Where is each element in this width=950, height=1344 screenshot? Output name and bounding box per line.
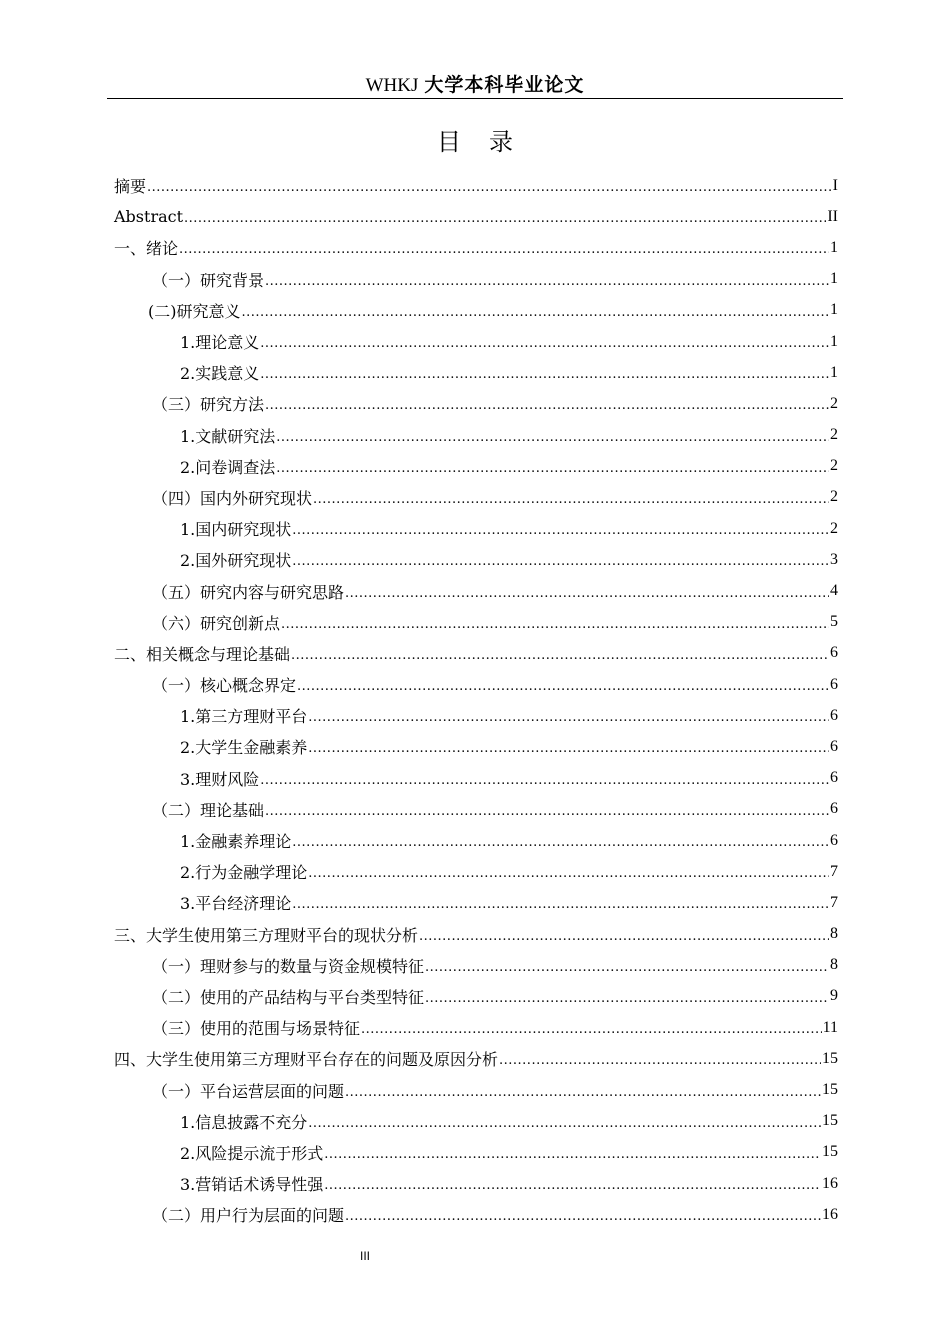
toc-entry-page: 6 — [830, 800, 838, 818]
toc-entry-page: 15 — [822, 1143, 838, 1161]
toc-entry — [114, 170, 838, 201]
toc-entry — [114, 887, 838, 918]
toc-leader-dots — [184, 211, 826, 226]
toc-entry-label: 1.信息披露不充分 — [180, 1112, 308, 1132]
toc-entry-page: 5 — [830, 613, 838, 631]
toc-entry-page: 1 — [830, 238, 838, 256]
toc-entry-page: 15 — [822, 1112, 838, 1130]
toc-entry-label: （一）平台运营层面的问题 — [152, 1081, 345, 1101]
toc-leader-dots — [281, 617, 829, 632]
toc-entry — [114, 1137, 838, 1168]
toc-leader-dots — [179, 242, 829, 257]
toc-entry — [114, 1199, 838, 1230]
toc-entry — [114, 669, 838, 700]
toc-entry — [114, 856, 838, 887]
toc-entry-label: （六）研究创新点 — [152, 613, 281, 633]
toc-entry-label: 2.实践意义 — [180, 364, 260, 384]
toc-entry-page: 2 — [830, 519, 838, 537]
toc-entry-page: 1 — [830, 332, 838, 350]
toc-entry-label: 3.理财风险 — [180, 769, 260, 789]
toc-entry — [114, 950, 838, 981]
toc-entry — [114, 763, 838, 794]
toc-entry-label: 3.平台经济理论 — [180, 894, 292, 914]
toc-entry — [114, 1106, 838, 1137]
toc-entry-page: 8 — [830, 925, 838, 943]
toc-leader-dots — [260, 773, 829, 788]
toc-entry-page: 11 — [822, 1018, 838, 1036]
toc-entry-page: 6 — [830, 737, 838, 755]
toc-leader-dots — [147, 180, 832, 195]
header-cjk-text: 大学本科毕业论文 — [424, 74, 585, 96]
table-of-contents — [114, 170, 838, 1230]
toc-leader-dots — [419, 929, 829, 944]
toc-leader-dots — [265, 804, 829, 819]
toc-entry-page: 1 — [830, 363, 838, 381]
toc-entry-label: （二）用户行为层面的问题 — [152, 1206, 345, 1226]
toc-entry-page: 9 — [830, 987, 838, 1005]
toc-entry — [114, 1074, 838, 1105]
toc-entry-page: 4 — [830, 582, 838, 600]
toc-leader-dots — [292, 523, 829, 538]
toc-entry-page: 3 — [830, 550, 838, 568]
toc-entry — [114, 451, 838, 482]
toc-leader-dots — [345, 1085, 821, 1100]
toc-leader-dots — [308, 866, 829, 881]
toc-leader-dots — [242, 305, 830, 320]
toc-entry-page: 8 — [830, 956, 838, 974]
header-latin-text: WHKJ — [365, 75, 419, 96]
toc-entry — [114, 794, 838, 825]
toc-title: 目录 — [437, 128, 541, 156]
toc-leader-dots — [361, 1022, 822, 1037]
toc-entry-page: 2 — [830, 457, 838, 475]
toc-entry-label: 1.文献研究法 — [180, 426, 276, 446]
toc-leader-dots — [308, 1116, 821, 1131]
toc-entry-label: （二）使用的产品结构与平台类型特征 — [152, 987, 425, 1007]
toc-entry-label: 1.第三方理财平台 — [180, 707, 308, 727]
toc-entry — [114, 700, 838, 731]
toc-leader-dots — [260, 336, 829, 351]
toc-leader-dots — [499, 1053, 821, 1068]
toc-entry-label: 2.风险提示流于形式 — [180, 1143, 324, 1163]
toc-entry-label: （五）研究内容与研究思路 — [152, 582, 345, 602]
toc-leader-dots — [345, 586, 829, 601]
toc-entry — [114, 981, 838, 1012]
toc-entry — [114, 607, 838, 638]
toc-entry-label: 1.国内研究现状 — [180, 520, 292, 540]
toc-entry — [114, 482, 838, 513]
toc-entry-label: （一）研究背景 — [152, 270, 265, 290]
toc-leader-dots — [324, 1178, 821, 1193]
running-header — [107, 70, 843, 99]
toc-entry-page: 15 — [822, 1049, 838, 1067]
toc-leader-dots — [313, 492, 829, 507]
toc-leader-dots — [260, 367, 829, 382]
toc-entry-page: 7 — [830, 893, 838, 911]
toc-entry — [114, 544, 838, 575]
toc-entry — [114, 1168, 838, 1199]
toc-entry — [114, 420, 838, 451]
toc-entry-label: 2.国外研究现状 — [180, 551, 292, 571]
toc-leader-dots — [276, 430, 829, 445]
toc-entry-page: 1 — [830, 270, 838, 288]
toc-entry-page: 16 — [822, 1174, 838, 1192]
toc-entry — [114, 232, 838, 263]
toc-entry — [114, 919, 838, 950]
toc-leader-dots — [265, 398, 829, 413]
toc-entry — [114, 513, 838, 544]
toc-entry-label: 四、大学生使用第三方理财平台存在的问题及原因分析 — [114, 1050, 499, 1070]
toc-leader-dots — [276, 461, 829, 476]
toc-entry-label: （三）研究方法 — [152, 395, 265, 415]
toc-leader-dots — [345, 1209, 821, 1224]
toc-entry-label: 三、大学生使用第三方理财平台的现状分析 — [114, 925, 419, 945]
toc-entry-page: 15 — [822, 1081, 838, 1099]
toc-entry-label: 1.理论意义 — [180, 333, 260, 353]
toc-entry-page: 2 — [830, 426, 838, 444]
toc-entry-page: 2 — [830, 488, 838, 506]
toc-leader-dots — [291, 648, 829, 663]
toc-entry-label: （三）使用的范围与场景特征 — [152, 1019, 361, 1039]
toc-entry — [114, 295, 838, 326]
toc-leader-dots — [297, 679, 829, 694]
toc-entry-label: 2.行为金融学理论 — [180, 863, 308, 883]
toc-leader-dots — [292, 897, 829, 912]
toc-entry-page: 6 — [830, 675, 838, 693]
toc-entry-label: （一）理财参与的数量与资金规模特征 — [152, 956, 425, 976]
toc-entry-page: 6 — [830, 644, 838, 662]
toc-entry — [114, 201, 838, 232]
page-number: III — [359, 1249, 370, 1263]
toc-entry — [114, 264, 838, 295]
toc-entry — [114, 388, 838, 419]
toc-entry-label: 二、相关概念与理论基础 — [114, 644, 291, 664]
toc-entry-label: 3.营销话术诱导性强 — [180, 1175, 324, 1195]
toc-entry-page: I — [832, 176, 838, 194]
toc-entry-label: 2.问卷调查法 — [180, 457, 276, 477]
toc-entry — [114, 357, 838, 388]
toc-entry-label: （二）理论基础 — [152, 800, 265, 820]
toc-entry — [114, 731, 838, 762]
toc-entry — [114, 825, 838, 856]
toc-entry — [114, 1043, 838, 1074]
toc-entry-label: Abstract — [114, 207, 184, 227]
toc-entry-label: （一）核心概念界定 — [152, 676, 297, 696]
toc-leader-dots — [292, 554, 829, 569]
toc-entry — [114, 326, 838, 357]
toc-leader-dots — [425, 960, 829, 975]
toc-entry-page: 2 — [830, 394, 838, 412]
toc-entry — [114, 1012, 838, 1043]
toc-entry-page: II — [827, 207, 838, 225]
toc-entry-page: 16 — [822, 1205, 838, 1223]
toc-entry-label: (二)研究意义 — [148, 301, 241, 321]
toc-leader-dots — [324, 1147, 821, 1162]
toc-entry-page: 6 — [830, 831, 838, 849]
toc-entry-label: （四）国内外研究现状 — [152, 488, 313, 508]
toc-leader-dots — [425, 991, 829, 1006]
toc-entry-page: 6 — [830, 706, 838, 724]
toc-entry — [114, 638, 838, 669]
toc-entry — [114, 575, 838, 606]
toc-leader-dots — [265, 274, 829, 289]
toc-leader-dots — [308, 710, 829, 725]
toc-entry-label: 2.大学生金融素养 — [180, 738, 308, 758]
toc-entry-page: 7 — [830, 862, 838, 880]
toc-entry-label: 一、绪论 — [114, 239, 179, 259]
toc-entry-label: 摘要 — [114, 177, 147, 197]
toc-entry-page: 1 — [830, 301, 838, 319]
toc-leader-dots — [292, 835, 829, 850]
toc-entry-page: 6 — [830, 769, 838, 787]
toc-entry-label: 1.金融素养理论 — [180, 832, 292, 852]
toc-leader-dots — [308, 741, 829, 756]
